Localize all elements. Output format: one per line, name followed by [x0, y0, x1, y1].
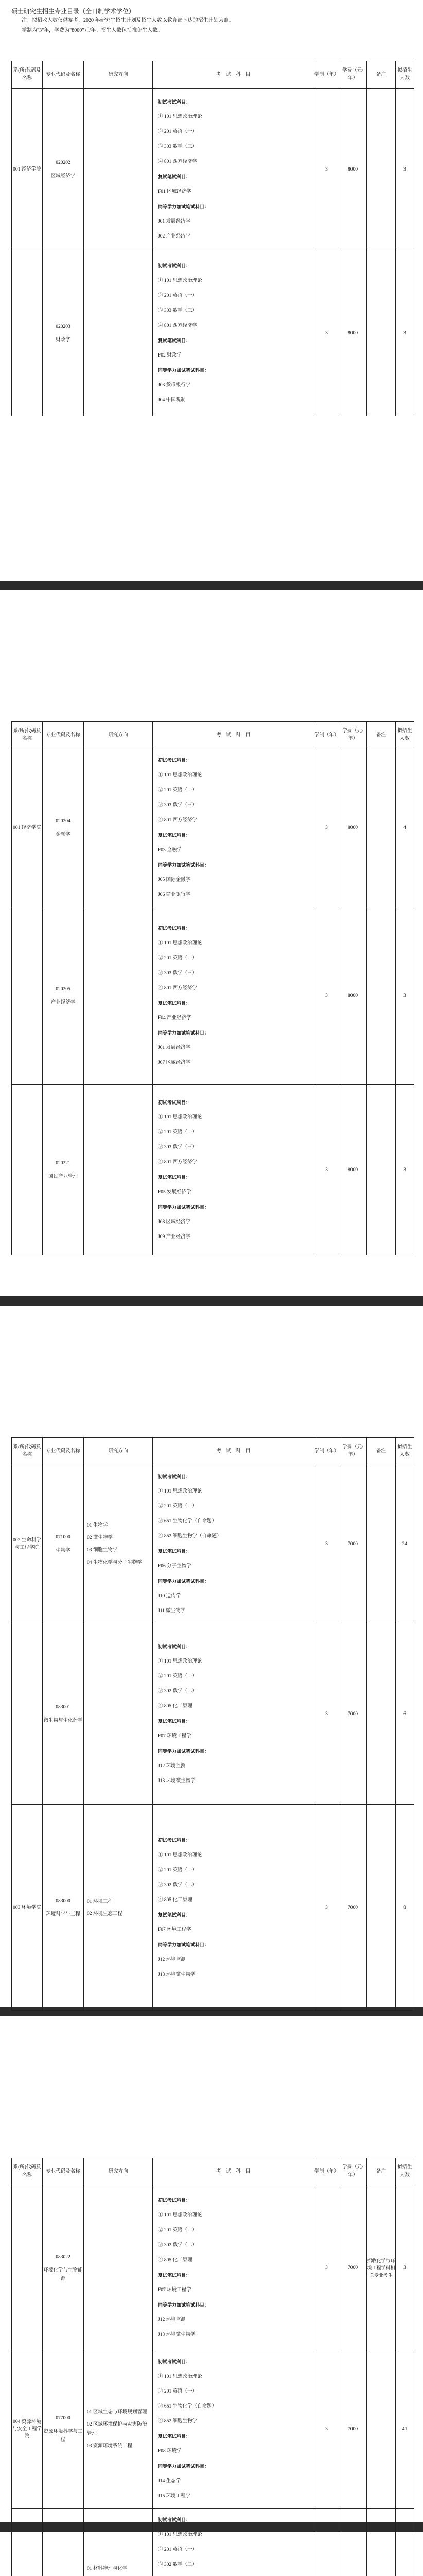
- exam-subject: ④ 801 西方经济学: [158, 159, 198, 164]
- exam-section-heading: 复试笔试科目：: [158, 174, 191, 179]
- exam-subject: J13 环境微生物学: [158, 1778, 196, 1784]
- exam-subject: F01 区域经济学: [158, 189, 191, 194]
- research-direction: 02 环境生态工程: [87, 1911, 122, 1917]
- quota-cell: 3: [396, 2185, 414, 2350]
- exam-section-heading: 初试考试科目：: [158, 1099, 191, 1105]
- column-header-subj: 考 试 科 目: [153, 1438, 314, 1465]
- exam-subject: ③ 651 生物化学（自命题）: [158, 1519, 217, 1524]
- catalog-table: [11, 61, 414, 416]
- exam-subject: ② 201 英语（一）: [158, 293, 198, 298]
- remark-cell: [367, 2350, 396, 2509]
- exam-subject: J15 环境工程学: [158, 2494, 191, 2499]
- exam-section-heading: 初试考试科目：: [158, 2197, 191, 2203]
- column-header-dir: 研究方向: [84, 722, 153, 749]
- exam-subject: J01 发展经济学: [158, 218, 191, 224]
- fee-cell: 7000: [339, 2350, 367, 2509]
- table-row: [12, 2185, 414, 2350]
- exam-subject: F07 环境工程学: [158, 1733, 191, 1739]
- major-cell: [43, 2350, 84, 2509]
- years-cell: 3: [314, 2185, 339, 2350]
- exam-subject: J09 产业经济学: [158, 1234, 191, 1240]
- exam-subject: F07 环境工程学: [158, 2287, 191, 2293]
- exam-subject: F07 环境工程学: [158, 1927, 191, 1933]
- exam-subject: ③ 302 数学（二）: [158, 2242, 198, 2248]
- major-code: 020204: [56, 819, 70, 824]
- header-note: 注：拟招收人数仅供参考，2020 年研究生招生计划及招生人数以教育部下达的招生计划为准。: [22, 18, 234, 23]
- column-header-quota: 拟招生人数: [396, 61, 414, 89]
- years-cell: 3: [314, 907, 339, 1085]
- remark-cell: [367, 907, 396, 1085]
- major-cell: [43, 1085, 84, 1255]
- remark-cell: 招收化学与环境工程学科相关专业考生: [367, 2185, 396, 2350]
- exam-subject: J12 环境监测: [158, 2317, 186, 2323]
- remark-cell: [367, 749, 396, 907]
- dept-cell: [12, 2185, 43, 2350]
- table-row: [12, 907, 414, 1085]
- dept-cell: 002 生命科学与工程学院: [12, 1465, 43, 1623]
- dept-cell: [12, 1623, 43, 1805]
- research-direction-cell: [84, 749, 153, 907]
- exam-subject: ① 101 思想政治理论: [158, 114, 202, 120]
- exam-subject: ② 201 英语（一）: [158, 1504, 198, 1509]
- research-direction-cell: [84, 2185, 153, 2350]
- dept-cell: [12, 1085, 43, 1255]
- exam-subject: ④ 805 化工原理: [158, 1897, 192, 1903]
- quota-cell: 3: [396, 250, 414, 416]
- research-direction-cell: [84, 2509, 153, 2576]
- exam-subject: ③ 303 数学（三）: [158, 803, 198, 808]
- column-header-major: 专业代码及名称: [43, 61, 84, 89]
- exam-section-heading: 同等学力加试笔试科目：: [158, 2464, 209, 2469]
- column-header-dir: 研究方向: [84, 2158, 153, 2185]
- exam-section-heading: 同等学力加试笔试科目：: [158, 1748, 209, 1754]
- column-header-dept: 系(所)代码及名称: [12, 61, 43, 89]
- exam-section-heading: 初试考试科目：: [158, 1643, 191, 1649]
- table-row: [12, 1623, 414, 1805]
- exam-section-heading: 复试笔试科目：: [158, 2434, 191, 2439]
- column-header-fee: 学费（元/年）: [339, 1438, 367, 1465]
- exam-subject: ① 101 思想政治理论: [158, 1852, 202, 1858]
- table-header-row: [12, 722, 414, 749]
- major-name: 国民产业管理: [48, 1174, 78, 1179]
- major-code: 077000: [56, 2416, 70, 2421]
- exam-subject: ② 201 英语（一）: [158, 2389, 198, 2394]
- exam-section-heading: 初试考试科目：: [158, 926, 191, 931]
- quota-cell: 3: [396, 907, 414, 1085]
- exam-subjects-cell: [153, 1623, 314, 1805]
- table-row: [12, 89, 414, 250]
- exam-subject: ④ 801 西方经济学: [158, 323, 198, 328]
- exam-subject: ① 101 思想政治理论: [158, 2212, 202, 2218]
- column-header-fee: 学费（元/年）: [339, 2158, 367, 2185]
- exam-section-heading: 复试笔试科目：: [158, 1912, 191, 1918]
- remark-cell: [367, 2509, 396, 2576]
- exam-subjects-cell: [153, 2350, 314, 2509]
- exam-section-heading: 初试考试科目：: [158, 758, 191, 763]
- major-name: 财政学: [56, 337, 70, 343]
- table-row: [12, 749, 414, 907]
- column-header-dir: 研究方向: [84, 1438, 153, 1465]
- remark-cell: [367, 1623, 396, 1805]
- fee-cell: 7000: [339, 1805, 367, 2011]
- exam-subject: ③ 303 数学（三）: [158, 971, 198, 976]
- exam-section-heading: 复试笔试科目：: [158, 337, 191, 343]
- page-divider: [0, 581, 423, 590]
- exam-subject: ④ 801 西方经济学: [158, 818, 198, 823]
- remark-cell: [367, 1805, 396, 2011]
- exam-section-heading: 同等学力加试笔试科目：: [158, 1942, 209, 1947]
- exam-subject: J04 中国税制: [158, 397, 186, 403]
- major-name: 环境化学与生物能源: [43, 2267, 83, 2281]
- research-direction: 04 生物化学与分子生物学: [87, 1560, 142, 1565]
- major-cell: [43, 2509, 84, 2576]
- exam-section-heading: 初试考试科目：: [158, 2517, 191, 2522]
- exam-subjects-cell: [153, 749, 314, 907]
- major-cell: [43, 1465, 84, 1623]
- dept-cell: [12, 2509, 43, 2576]
- table-row: [12, 250, 414, 416]
- major-cell: [43, 1805, 84, 2011]
- major-cell: [43, 2185, 84, 2350]
- exam-section-heading: 同等学力加试笔试科目：: [158, 204, 209, 209]
- exam-section-heading: 复试笔试科目：: [158, 2272, 191, 2278]
- exam-subject: J13 环境微生物学: [158, 1972, 196, 1977]
- years-cell: 3: [314, 749, 339, 907]
- exam-subject: J11 微生物学: [158, 1608, 186, 1614]
- major-code: 020203: [56, 324, 70, 329]
- page-header: [11, 7, 413, 35]
- exam-subject: J08 区域经济学: [158, 1219, 191, 1225]
- exam-subject: J07 区域经济学: [158, 1060, 191, 1065]
- exam-subject: ① 101 思想政治理论: [158, 2532, 202, 2537]
- major-name: 资源环境科学与工程: [43, 2429, 83, 2443]
- exam-subject: F08 环境学: [158, 2449, 182, 2454]
- exam-subject: F03 金融学: [158, 848, 182, 853]
- years-cell: 3: [314, 2350, 339, 2509]
- table-row: [12, 1805, 414, 2011]
- dept-cell: [12, 250, 43, 416]
- quota-cell: 41: [396, 2350, 414, 2509]
- page-title: 硕士研究生招生专业目录（全日制学术学位）: [11, 8, 135, 15]
- exam-subject: ② 201 英语（一）: [158, 1129, 198, 1135]
- remark-cell: [367, 1085, 396, 1255]
- column-header-fee: 学费（元/年）: [339, 61, 367, 89]
- major-name: 区域经济学: [50, 173, 76, 179]
- fee-cell: 8000: [339, 1085, 367, 1255]
- exam-subject: ② 201 英语（一）: [158, 1673, 198, 1679]
- column-header-remark: 备注: [367, 61, 396, 89]
- major-name: 环境科学与工程: [46, 1911, 80, 1917]
- major-code: 083022: [56, 2254, 70, 2260]
- exam-subject: ② 201 英语（一）: [158, 1867, 198, 1873]
- research-direction: 02 微生物学: [87, 1535, 113, 1540]
- column-header-subj: 考 试 科 目: [153, 722, 314, 749]
- column-header-quota: 拟招生人数: [396, 722, 414, 749]
- catalog-table: [11, 1437, 414, 2011]
- fee-cell: 7000: [339, 1623, 367, 1805]
- table-header-row: [12, 1438, 414, 1465]
- quota-cell: 3: [396, 89, 414, 250]
- fee-cell: 8000: [339, 89, 367, 250]
- exam-section-heading: 同等学力加试笔试科目：: [158, 367, 209, 373]
- exam-subjects-cell: [153, 2509, 314, 2576]
- column-header-subj: 考 试 科 目: [153, 61, 314, 89]
- major-code: 071000: [56, 1535, 70, 1540]
- exam-section-heading: 初试考试科目：: [158, 1474, 191, 1479]
- research-direction-cell: [84, 907, 153, 1085]
- exam-subject: ③ 303 数学（三）: [158, 144, 198, 149]
- years-cell: 3: [314, 1623, 339, 1805]
- exam-subject: J02 产业经济学: [158, 233, 191, 239]
- major-code: 020202: [56, 160, 70, 165]
- quota-cell: [396, 2509, 414, 2576]
- catalog-table: [11, 2158, 414, 2576]
- quota-cell: 3: [396, 1085, 414, 1255]
- fee-cell: 7000: [339, 2185, 367, 2350]
- column-header-remark: 备注: [367, 1438, 396, 1465]
- exam-subject: ③ 302 数学（二）: [158, 2562, 198, 2567]
- exam-subject: ② 201 英语（一）: [158, 788, 198, 793]
- exam-subject: F02 财政学: [158, 352, 182, 358]
- exam-section-heading: 同等学力加试笔试科目：: [158, 1579, 209, 1584]
- fee-cell: 7000: [339, 1465, 367, 1623]
- exam-subjects-cell: [153, 89, 314, 250]
- dept-cell: [12, 907, 43, 1085]
- exam-subject: [158, 2572, 309, 2576]
- fee-cell: [339, 2509, 367, 2576]
- exam-section-heading: 初试考试科目：: [158, 263, 191, 268]
- exam-section-heading: 同等学力加试笔试科目：: [158, 1030, 209, 1036]
- column-header-years: 学制（年）: [314, 722, 339, 749]
- column-header-major: 专业代码及名称: [43, 1438, 84, 1465]
- exam-subject: J13 环境微生物学: [158, 2332, 196, 2337]
- major-code: 083000: [56, 1898, 70, 1904]
- column-header-dept: 系(所)代码及名称: [12, 722, 43, 749]
- research-direction-cell: [84, 1465, 153, 1623]
- column-header-subj: 考 试 科 目: [153, 2158, 314, 2185]
- exam-section-heading: 复试笔试科目：: [158, 1174, 191, 1180]
- exam-subject: ④ 852 细胞生物学（自命题）: [158, 1534, 222, 1539]
- major-cell: [43, 749, 84, 907]
- research-direction-cell: [84, 1623, 153, 1805]
- exam-subject: F06 分子生物学: [158, 1564, 191, 1569]
- exam-section-heading: 初试考试科目：: [158, 2359, 191, 2364]
- exam-subjects-cell: [153, 1805, 314, 2011]
- exam-section-heading: 复试笔试科目：: [158, 1549, 191, 1554]
- fee-cell: 8000: [339, 250, 367, 416]
- exam-subject: J06 商业银行学: [158, 892, 191, 897]
- exam-subjects-cell: [153, 250, 314, 416]
- page-divider: [0, 1296, 423, 1306]
- exam-section-heading: 初试考试科目：: [158, 99, 191, 105]
- years-cell: 3: [314, 1085, 339, 1255]
- remark-cell: [367, 250, 396, 416]
- research-direction: 01 生物学: [87, 1523, 108, 1528]
- exam-subject: F05 发展经济学: [158, 1189, 191, 1195]
- exam-subject: J12 环境监测: [158, 1957, 186, 1962]
- years-cell: 3: [314, 1805, 339, 2011]
- catalog-table: [11, 721, 414, 1255]
- table-row: [12, 2350, 414, 2509]
- research-direction-cell: [84, 1085, 153, 1255]
- exam-subject: ① 101 思想政治理论: [158, 941, 202, 946]
- exam-subject: J01 发展经济学: [158, 1045, 191, 1050]
- exam-subject: J12 环境监测: [158, 1763, 186, 1769]
- exam-subject: ④ 852 细胞生物学: [158, 2419, 198, 2424]
- header-note-2: 学制为"3"年，学费为"8000"元/年。招生人数包括推免生人数。: [22, 28, 163, 33]
- fee-cell: 8000: [339, 907, 367, 1085]
- exam-section-heading: 复试笔试科目：: [158, 1718, 191, 1724]
- major-cell: [43, 250, 84, 416]
- exam-subject: ① 101 思想政治理论: [158, 278, 202, 283]
- exam-subject: J03 货币银行学: [158, 382, 191, 388]
- exam-subjects-cell: [153, 1085, 314, 1255]
- research-direction: 02 区域环境保护与灾害防治管理: [87, 2422, 147, 2436]
- research-direction: 01 材料物理与化学: [87, 2566, 128, 2571]
- quota-cell: 24: [396, 1465, 414, 1623]
- column-header-remark: 备注: [367, 2158, 396, 2185]
- major-name: 产业经济学: [50, 1000, 76, 1005]
- exam-section-heading: 同等学力加试笔试科目：: [158, 862, 209, 868]
- exam-subject: F04 产业经济学: [158, 1015, 191, 1021]
- exam-section-heading: 复试笔试科目：: [158, 1001, 191, 1006]
- research-direction: 01 区域生态与环境规划管理: [87, 2410, 147, 2415]
- exam-subject: ① 101 思想政治理论: [158, 1658, 202, 1664]
- exam-subject: ④ 805 化工原理: [158, 1703, 192, 1709]
- exam-subject: ③ 302 数学（二）: [158, 1688, 198, 1694]
- exam-subject: ① 101 思想政治理论: [158, 773, 202, 778]
- years-cell: 3: [314, 250, 339, 416]
- research-direction: 03 资源环境系统工程: [87, 2444, 132, 2449]
- exam-section-heading: 复试笔试科目：: [158, 833, 191, 838]
- exam-subject: ③ 302 数学（二）: [158, 1882, 198, 1888]
- exam-subject: ③ 303 数学（三）: [158, 1144, 198, 1150]
- exam-subject: ① 101 思想政治理论: [158, 2374, 202, 2379]
- remark-cell: [367, 1465, 396, 1623]
- major-cell: [43, 1623, 84, 1805]
- column-header-quota: 拟招生人数: [396, 1438, 414, 1465]
- years-cell: 3: [314, 1465, 339, 1623]
- column-header-years: 学制（年）: [314, 2158, 339, 2185]
- research-direction-cell: [84, 2350, 153, 2509]
- major-code: 020221: [56, 1160, 70, 1166]
- exam-subject: J05 国际金融学: [158, 877, 191, 883]
- years-cell: [314, 2509, 339, 2576]
- remark-cell: [367, 89, 396, 250]
- research-direction: 03 细胞生物学: [87, 1548, 118, 1553]
- dept-cell: 001 经济学院: [12, 749, 43, 907]
- table-row: [12, 1085, 414, 1255]
- exam-section-heading: 同等学力加试笔试科目：: [158, 2302, 209, 2308]
- exam-subject: ② 201 英语（一）: [158, 129, 198, 134]
- exam-subject: ③ 303 数学（三）: [158, 308, 198, 313]
- column-header-major: 专业代码及名称: [43, 722, 84, 749]
- quota-cell: 4: [396, 749, 414, 907]
- exam-subject: ② 201 英语（一）: [158, 956, 198, 961]
- exam-subject: ① 101 思想政治理论: [158, 1489, 202, 1494]
- fee-cell: 8000: [339, 749, 367, 907]
- research-direction: 01 环境工程: [87, 1899, 113, 1904]
- exam-subject: ④ 801 西方经济学: [158, 986, 198, 991]
- dept-cell: 001 经济学院: [12, 89, 43, 250]
- column-header-remark: 备注: [367, 722, 396, 749]
- major-cell: [43, 89, 84, 250]
- dept-cell: 004 资源环境与安全工程学院: [12, 2350, 43, 2509]
- table-row: [12, 2509, 414, 2576]
- column-header-dept: 系(所)代码及名称: [12, 1438, 43, 1465]
- major-code: 020205: [56, 987, 70, 992]
- exam-subject: J14 生态学: [158, 2479, 181, 2484]
- major-cell: [43, 907, 84, 1085]
- table-header-row: [12, 61, 414, 89]
- quota-cell: 8: [396, 1805, 414, 2011]
- exam-subject: J10 遗传学: [158, 1594, 181, 1599]
- major-name: 微生物与生化药学: [43, 1718, 83, 1723]
- major-name: 生物学: [56, 1548, 70, 1553]
- major-name: 金融学: [56, 832, 70, 837]
- exam-subject: ④ 805 化工原理: [158, 2257, 192, 2263]
- exam-subject: ② 201 英语（一）: [158, 2227, 198, 2233]
- exam-subject: ③ 651 生物化学（自命题）: [158, 2404, 217, 2409]
- major-code: 083001: [56, 1704, 70, 1710]
- research-direction-cell: [84, 1805, 153, 2011]
- years-cell: 3: [314, 89, 339, 250]
- exam-section-heading: 初试考试科目：: [158, 1837, 191, 1843]
- exam-section-heading: 同等学力加试笔试科目：: [158, 1204, 209, 1210]
- column-header-dept: 系(所)代码及名称: [12, 2158, 43, 2185]
- column-header-years: 学制（年）: [314, 61, 339, 89]
- exam-subject: ① 101 思想政治理论: [158, 1114, 202, 1120]
- table-row: [12, 1465, 414, 1623]
- exam-subject: ④ 801 西方经济学: [158, 1159, 198, 1165]
- column-header-years: 学制（年）: [314, 1438, 339, 1465]
- column-header-major: 专业代码及名称: [43, 2158, 84, 2185]
- exam-subjects-cell: [153, 1465, 314, 1623]
- research-direction-cell: [84, 250, 153, 416]
- column-header-dir: 研究方向: [84, 61, 153, 89]
- quota-cell: 6: [396, 1623, 414, 1805]
- exam-subjects-cell: [153, 907, 314, 1085]
- table-header-row: [12, 2158, 414, 2185]
- column-header-quota: 拟招生人数: [396, 2158, 414, 2185]
- exam-subject: ② 201 英语（一）: [158, 2547, 198, 2552]
- research-direction-cell: [84, 89, 153, 250]
- exam-subjects-cell: [153, 2185, 314, 2350]
- column-header-fee: 学费（元/年）: [339, 722, 367, 749]
- dept-cell: 003 环境学院: [12, 1805, 43, 2011]
